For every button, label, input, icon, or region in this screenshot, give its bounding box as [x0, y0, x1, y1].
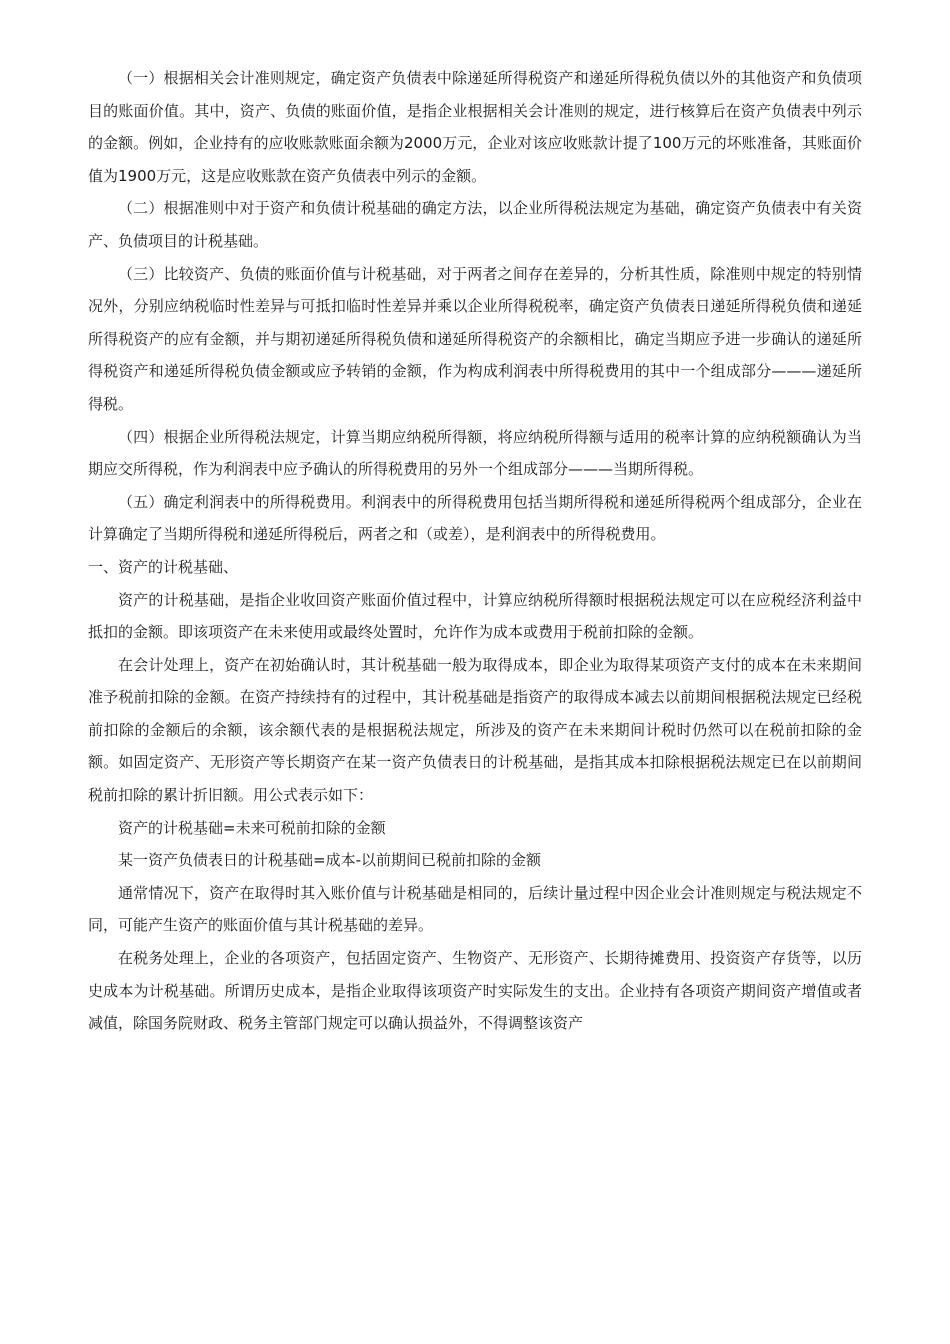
paragraph-step-4: （四）根据企业所得税法规定，计算当期应纳税所得额，将应纳税所得额与适用的税率计算的应纳税额确认为当期应交所得税，作为利润表中应予确认的所得税费用的另外一个组成部分———当期所得税。 [88, 427, 862, 479]
formula-tax-basis: 资产的计税基础=未来可税前扣除的金额 [118, 818, 386, 837]
paragraph-step-3: （三）比较资产、负债的账面价值与计税基础，对于两者之间存在差异的，分析其性质，除准则中规定的特别情况外，分别应纳税临时性差异与可抵扣临时性差异并乘以企业所得税税率，确定资产负债表日递延所得税负债和递延所得税资产的应有金额，并与期初递延所得税负债和递延所得税资产的余额相比，确定当期应予进一步确认的递延所得税资产和递延所得税负债金额或应予转销的金额，作为构成利润表中所得税费用的其中一个组成部分———递延所得税。 [88, 264, 862, 413]
paragraph-definition: 资产的计税基础，是指企业收回资产账面价值过程中，计算应纳税所得额时根据税法规定可以在应税经济利益中抵扣的金额。即该项资产在未来使用或最终处置时，允许作为成本或费用于税前扣除的金额。 [88, 590, 862, 642]
paragraph-step-2: （二）根据准则中对于资产和负债计税基础的确定方法，以企业所得税法规定为基础，确定资产负债表中有关资产、负债项目的计税基础。 [88, 199, 862, 250]
paragraph-accounting-treatment: 在会计处理上，资产在初始确认时，其计税基础一般为取得成本，即企业为取得某项资产支付的成本在未来期间准予税前扣除的金额。在资产持续持有的过程中，其计税基础是指资产的取得成本减去以前期间根据税法规定已经税前扣除的金额后的余额，该余额代表的是根据税法规定，所涉及的资产在未来期间计税时仍然可以在税前扣除的金额。如固定资产、无形资产等长期资产在某一资产负债表日的计税基础，是指其成本扣除根据税法规定已在以前期间税前扣除的累计折旧额。用公式表示如下： [88, 655, 862, 805]
paragraph-usual-case: 通常情况下，资产在取得时其入账价值与计税基础是相同的，后续计量过程中因企业会计准则规定与税法规定不同，可能产生资产的账面价值与其计税基础的差异。 [88, 883, 862, 935]
paragraph-tax-treatment: 在税务处理上，企业的各项资产，包括固定资产、生物资产、无形资产、长期待摊费用、投资资产存货等，以历史成本为计税基础。所谓历史成本，是指企业取得该项资产时实际发生的支出。企业持有各项资产期间资产增值或者减值，除国务院财政、税务主管部门规定可以确认损益外，不得调整该资产 [88, 949, 862, 1033]
paragraph-step-5: （五）确定利润表中的所得税费用。利润表中的所得税费用包括当期所得税和递延所得税两个组成部分，企业在计算确定了当期所得税和递延所得税后，两者之和（或差），是利润表中的所得税费用。 [88, 492, 862, 544]
document-page [88, 62, 862, 1040]
formula-balance-sheet-date: 某一资产负债表日的计税基础=成本-以前期间已税前扣除的金额 [118, 851, 541, 870]
paragraph-step-1: （一）根据相关会计准则规定，确定资产负债表中除递延所得税资产和递延所得税负债以外的其他资产和负债项目的账面价值。其中，资产、负债的账面价值，是指企业根据相关会计准则的规定，进行核算后在资产负债表中列示的金额。例如，企业持有的应收账款账面余额为2000万元，企业对该应收账款计提了100万元的坏账准备，其账面价值为1900万元，这是应收账款在资产负债表中列示的金额。 [88, 69, 862, 185]
section-heading: 一、资产的计税基础、 [88, 557, 239, 576]
